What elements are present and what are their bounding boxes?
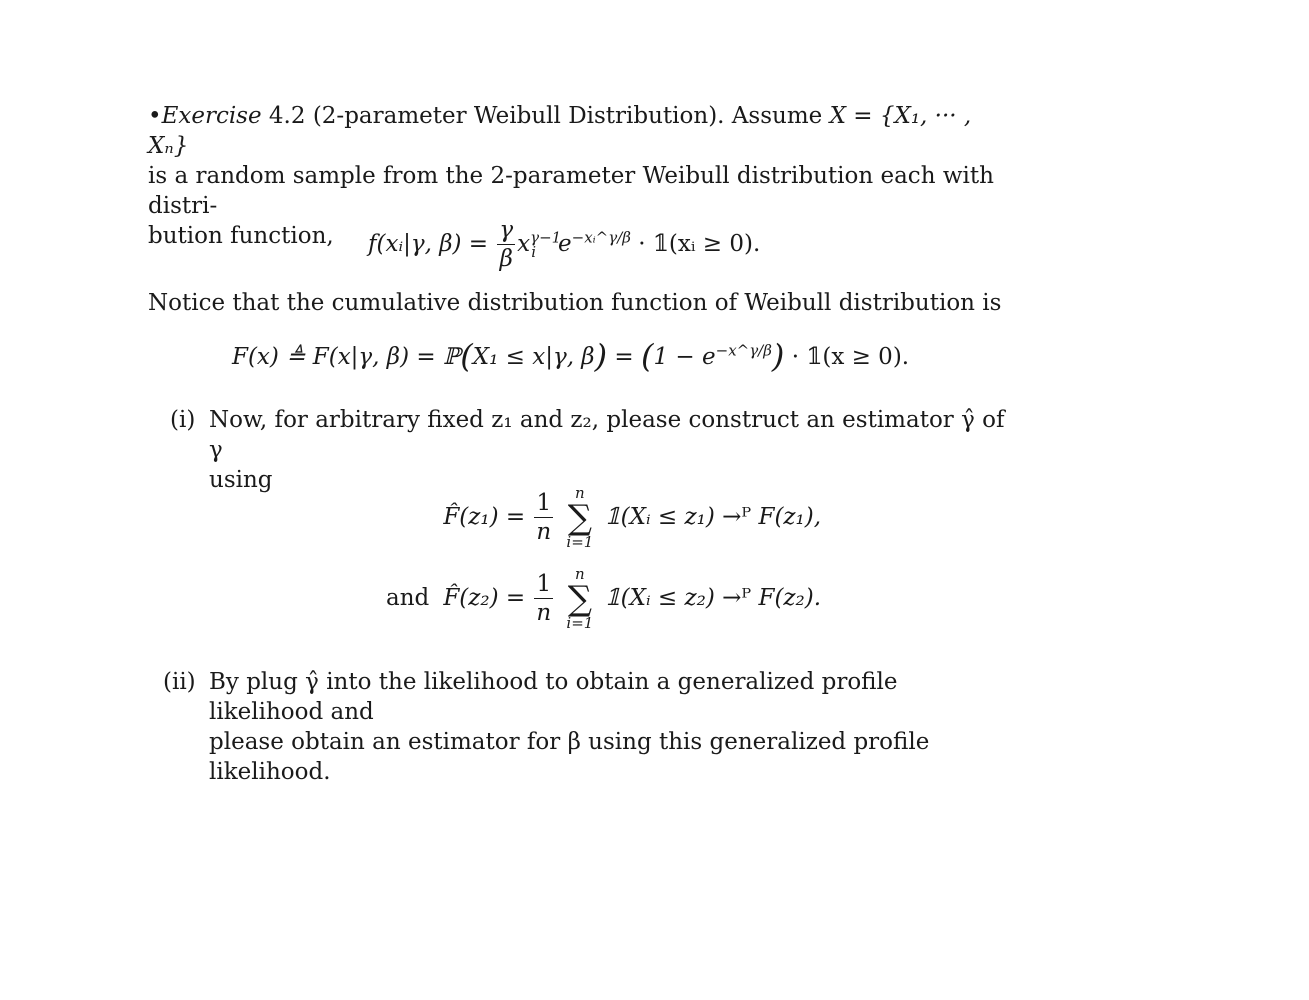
item-i-label: (i) (170, 407, 196, 433)
pdf-x-sup: γ−1 (530, 228, 562, 247)
pdf-indicator: · 𝟙(xᵢ ≥ 0). (638, 231, 761, 257)
pdf-equation (368, 219, 760, 271)
fhat-z2-sigma: ∑ (567, 579, 592, 619)
fhat-z2-body: 𝟙(Xᵢ ≤ z₂) (604, 585, 715, 611)
cdf-one-minus: 1 − e (653, 344, 716, 370)
pdf-e-sup: −xᵢ^γ/β (571, 228, 631, 247)
fhat-z1-equation (386, 486, 821, 566)
pdf-e-base: e (558, 231, 572, 257)
fhat-z2-den: n (536, 600, 552, 626)
fhat-z2-sum-bot: i=1 (566, 614, 594, 632)
exercise-intro-1: Assume (731, 103, 823, 129)
cdf-prob-inner: X₁ ≤ x|γ, β (472, 344, 595, 370)
fhat-z1-rhs: F(z₁), (758, 504, 822, 530)
item-ii-line-2: please obtain an estimator for β using this generalized profile likelihood. (209, 729, 930, 785)
exercise-number: 4.2 (268, 103, 306, 129)
cdf-equals: = (614, 344, 634, 370)
item-i-line-1: Now, for arbitrary fixed z₁ and z₂, please construct an estimator γ̂ of γ (209, 407, 1005, 463)
cdf-equation (232, 337, 910, 375)
item-ii (163, 667, 1013, 787)
exercise-line-2: is a random sample from the 2-parameter Weibull distribution each with distri- (148, 163, 994, 219)
pdf-x-sub: i (531, 242, 536, 261)
fhat-z2-sum (566, 567, 593, 631)
cdf-lhs: F(x) ≜ F(x|γ, β) = ℙ (232, 344, 461, 370)
fhat-z1-sum-top: n (575, 484, 585, 502)
fhat-z1-lhs: F̂(z₁) = (443, 504, 526, 530)
fhat-z1-num: 1 (536, 490, 552, 516)
fhat-z2-rhs: F(z₂). (758, 585, 822, 611)
exercise-name: Exercise (161, 103, 262, 129)
fhat-z2-equation (386, 567, 821, 647)
fhat-z2-fraction (534, 573, 553, 625)
exercise-line-1 (148, 101, 1008, 161)
item-ii-label: (ii) (163, 669, 196, 695)
pdf-fraction (497, 219, 515, 271)
fhat-z1-sigma: ∑ (567, 498, 592, 538)
pdf-frac-den: β (499, 246, 513, 272)
pdf-lhs: f(xᵢ|γ, β) = (368, 231, 489, 257)
fhat-z1-sum-bot: i=1 (566, 533, 594, 551)
cdf-right-paren: ) (594, 337, 608, 375)
pdf-x-base: x (517, 231, 531, 257)
cdf-left-paren-2: ( (641, 337, 654, 375)
exercise-line-3: bution function, (148, 223, 334, 249)
fhat-z2-lhs: F̂(z₂) = (443, 585, 526, 611)
fhat-z2-sum-top: n (575, 565, 585, 583)
item-ii-line-1: By plug γ̂ into the likelihood to obtain a generalized profile likelihood and (209, 669, 898, 725)
fhat-z2-prefix: and (386, 585, 430, 611)
cdf-indicator: · 𝟙(x ≥ 0). (791, 344, 910, 370)
cdf-right-paren-2: ) (771, 337, 785, 375)
exercise-title: (2-parameter Weibull Distribution). (312, 103, 725, 129)
sample-set: X = {X₁, ··· , Xₙ} (148, 103, 972, 159)
fhat-z1-fraction (534, 492, 553, 544)
item-i-line-2: using (209, 467, 273, 493)
cdf-left-paren: ( (460, 337, 473, 375)
fhat-z1-sum (566, 486, 593, 550)
bullet: • (148, 103, 162, 129)
notice-text: Notice that the cumulative distribution function of Weibull distribution is (148, 290, 1002, 316)
fhat-z2-num: 1 (536, 571, 552, 597)
fhat-z2-arrow: →ᴾ (722, 585, 752, 611)
fhat-z1-den: n (536, 519, 552, 545)
cdf-exponent: −x^γ/β (715, 341, 772, 360)
fhat-z1-body: 𝟙(Xᵢ ≤ z₁) (604, 504, 715, 530)
pdf-frac-num: γ (499, 217, 514, 243)
fhat-z1-arrow: →ᴾ (722, 504, 752, 530)
item-i (170, 405, 1010, 495)
